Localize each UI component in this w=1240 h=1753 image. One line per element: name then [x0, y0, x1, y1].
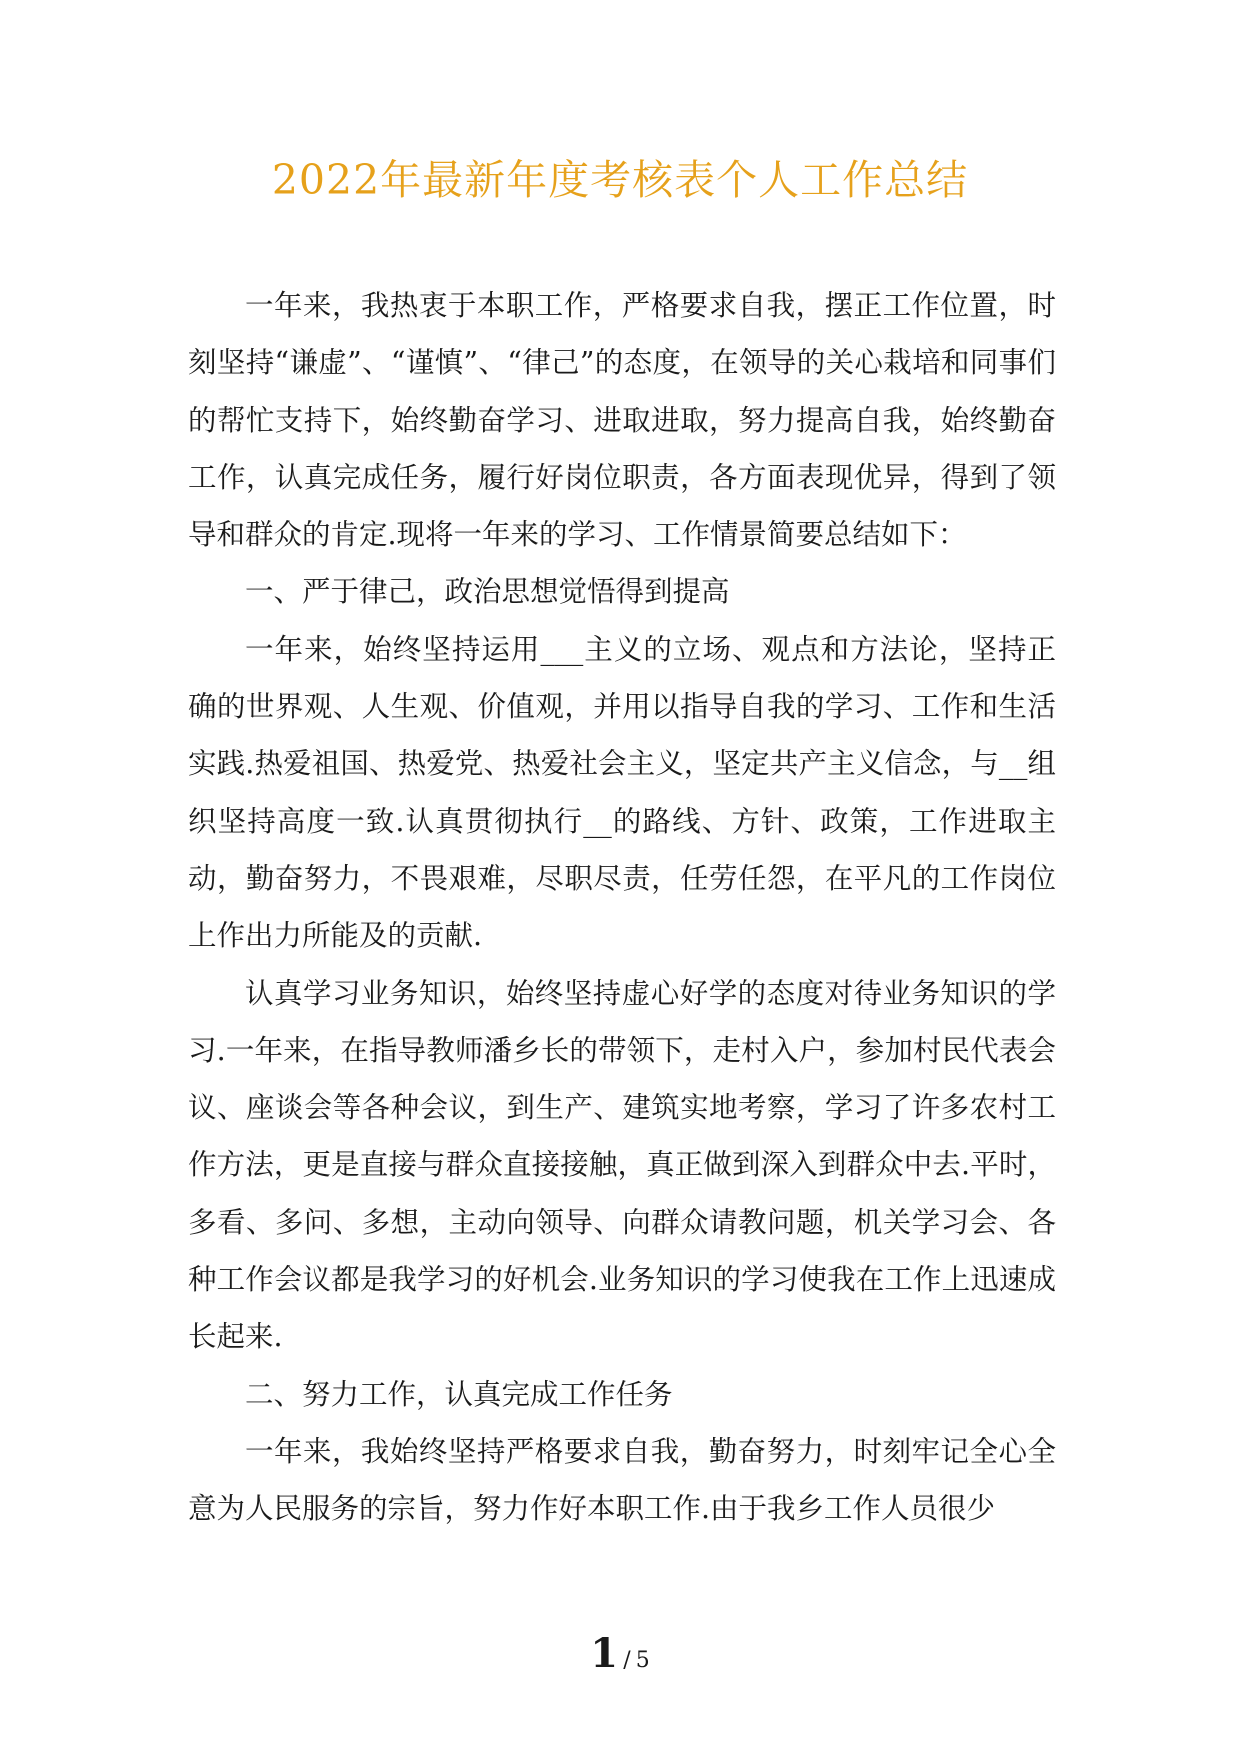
section-heading-1: 一、严于律己，政治思想觉悟得到提高 [245, 575, 730, 609]
body-paragraph: 认真学习业务知识，始终坚持虚心好学的态度对待业务知识的学习.一年来，在指导教师潘乡长的带领下，走村入户，参加村民代表会议、座谈会等各种会议，到生产、建筑实地考察，学习了许多农村工作方法，更是直接与群众直接接触，真正做到深入到群众中去.平时，多看、多问、多想，主动向领导、向群众请教问题，机关学习会、各种工作会议都是我学习的好机会.业务知识的学习使我在工作上迅速成长起来. [188, 976, 1056, 1354]
total-page-number: 5 [635, 1648, 650, 1673]
document-body [188, 277, 1056, 1538]
page-separator: / [623, 1648, 631, 1673]
document-title: 2022年最新年度考核表个人工作总结 [271, 156, 969, 204]
page-number [0, 1630, 1240, 1677]
intro-paragraph: 一年来，我热衷于本职工作，严格要求自我，摆正工作位置，时刻坚持“谦虚”、“谨慎”、“律己”的态度，在领导的关心栽培和同事们的帮忙支持下，始终勤奋学习、进取进取，努力提高自我，始终勤奋工作，认真完成任务，履行好岗位职责，各方面表现优异，得到了领导和群众的肯定.现将一年来的学习、工作情景简要总结如下： [188, 289, 1056, 552]
body-paragraph: 一年来，我始终坚持严格要求自我，勤奋努力，时刻牢记全心全意为人民服务的宗旨，努力作好本职工作.由于我乡工作人员很少 [188, 1434, 1056, 1526]
body-paragraph: 一年来，始终坚持运用___主义的立场、观点和方法论，坚持正确的世界观、人生观、价值观，并用以指导自我的学习、工作和生活实践.热爱祖国、热爱党、热爱社会主义，坚定共产主义信念，与__组织坚持高度一致.认真贯彻执行__的路线、方针、政策，工作进取主动，勤奋努力，不畏艰难，尽职尽责，任劳任怨，在平凡的工作岗位上作出力所能及的贡献. [188, 632, 1056, 953]
current-page-number: 1 [590, 1630, 619, 1677]
section-heading-2: 二、努力工作，认真完成工作任务 [245, 1377, 673, 1411]
